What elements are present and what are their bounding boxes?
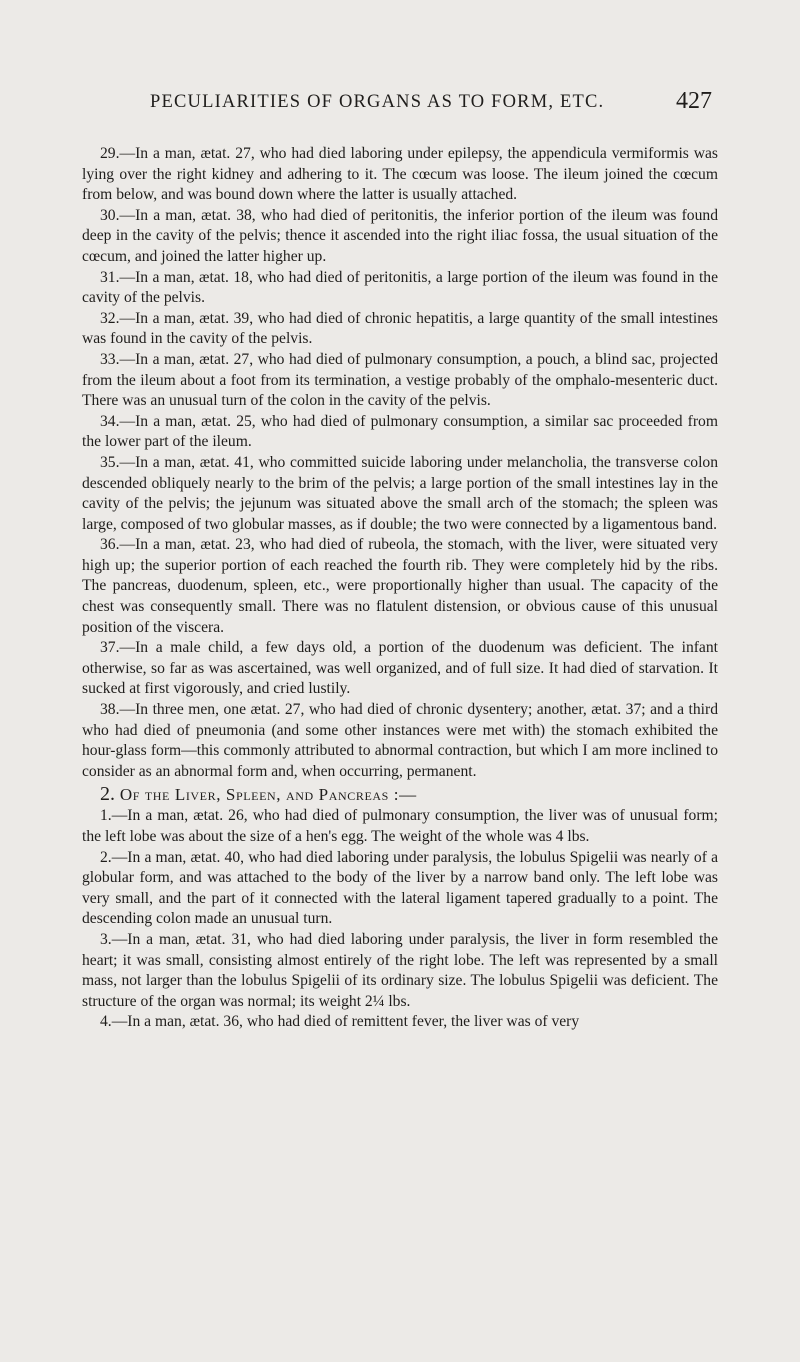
section-paragraph-2: 2.—In a man, ætat. 40, who had died laboring under paralysis, the lobulus Spigelii was nearly of a globular form, and was attached to the body of the liver by a narrow band only. The left lobe was very small, and the part of it connected with the lateral ligament tapered gradually to a point. The descending colon made an unusual turn. — [82, 848, 718, 928]
body-text — [82, 144, 718, 1033]
paragraph-33: 33.—In a man, ætat. 27, who had died of pulmonary consumption, a pouch, a blind sac, projected from the ileum about a foot from its termination, a vestige probably of the omphalo-mesenteric duct. There was an unusual turn of the colon in the cavity of the pelvis. — [82, 350, 718, 410]
paragraph-35: 35.—In a man, ætat. 41, who committed suicide laboring under melancholia, the transverse colon descended obliquely nearly to the brim of the pelvis; a large portion of the small intestines lay in the cavity of the pelvis; the jejunum was situated above the small arch of the stomach; the spleen was large, composed of two globular masses, as if double; the two were connected by a ligamentous band. — [82, 453, 718, 533]
section-paragraph-1: 1.—In a man, ætat. 26, who had died of pulmonary consumption, the liver was of unusual form; the left lobe was about the size of a hen's egg. The weight of the whole was 4 lbs. — [82, 807, 718, 845]
paragraph-29: 29.—In a man, ætat. 27, who had died laboring under epilepsy, the appendicula vermiformis was lying over the right kidney and adhering to it. The cœcum was loose. The ileum joined the cœcum from below, and was bound down where the latter is usually attached. — [82, 145, 718, 204]
section-paragraph-3: 3.—In a man, ætat. 31, who had died laboring under paralysis, the liver in form resembled the heart; it was small, consisting almost entirely of the right lobe. The left was represented by a small mass, not larger than the lobulus Spigelii of its ordinary size. The lobulus Spigelii was deficient. The structure of the organ was normal; its weight 2¼ lbs. — [82, 930, 718, 1010]
section-paragraph-4: 4.—In a man, ætat. 36, who had died of remittent fever, the liver was of very — [100, 1013, 580, 1031]
paragraph-32: 32.—In a man, ætat. 39, who had died of chronic hepatitis, a large quantity of the small intestines was found in the cavity of the pelvis. — [82, 309, 718, 348]
section-number: 2. — [100, 783, 115, 806]
paragraph-34: 34.—In a man, ætat. 25, who had died of pulmonary consumption, a similar sac proceeded from the lower part of the ileum. — [82, 412, 718, 451]
paragraph-30: 30.—In a man, ætat. 38, who had died of peritonitis, the inferior portion of the ileum was found deep in the cavity of the pelvis; thence it ascended into the right iliac fossa, the usual situation of the cœcum, and joined the latter higher up. — [82, 206, 718, 265]
section-heading — [82, 783, 718, 806]
paragraph-37: 37.—In a male child, a few days old, a portion of the duodenum was deficient. The infant otherwise, so far as was ascertained, was well organized, and of full size. It had died of starvation. It sucked at first vigorously, and cried lustily. — [82, 639, 718, 698]
paragraph-36: 36.—In a man, ætat. 23, who had died of rubeola, the stomach, with the liver, were situated very high up; the superior portion of each reached the fourth rib. They were completely hid by the ribs. The pancreas, duodenum, spleen, etc., were proportionally higher than usual. The capacity of the chest was consequently small. There was no flatulent distension, or obvious cause of this unusual position of the viscera. — [82, 536, 718, 636]
section-title: Of the Liver, Spleen, and Pancreas :— — [119, 785, 417, 805]
paragraph-38: 38.—In three men, one ætat. 27, who had died of chronic dysentery; another, ætat. 37; and a third who had died of pneumonia (and some other instances were met with) the stomach exhibited the hour-glass form—this commonly attributed to abnormal contraction, but which I am more inclined to consider as an abnormal form and, when occurring, permanent. — [82, 701, 718, 780]
running-title: PECULIARITIES OF ORGANS AS TO FORM, ETC. — [150, 92, 605, 112]
running-head — [150, 88, 710, 122]
page-number: 427 — [676, 88, 712, 114]
paragraph-31: 31.—In a man, ætat. 18, who had died of peritonitis, a large portion of the ileum was found in the cavity of the pelvis. — [82, 268, 718, 307]
